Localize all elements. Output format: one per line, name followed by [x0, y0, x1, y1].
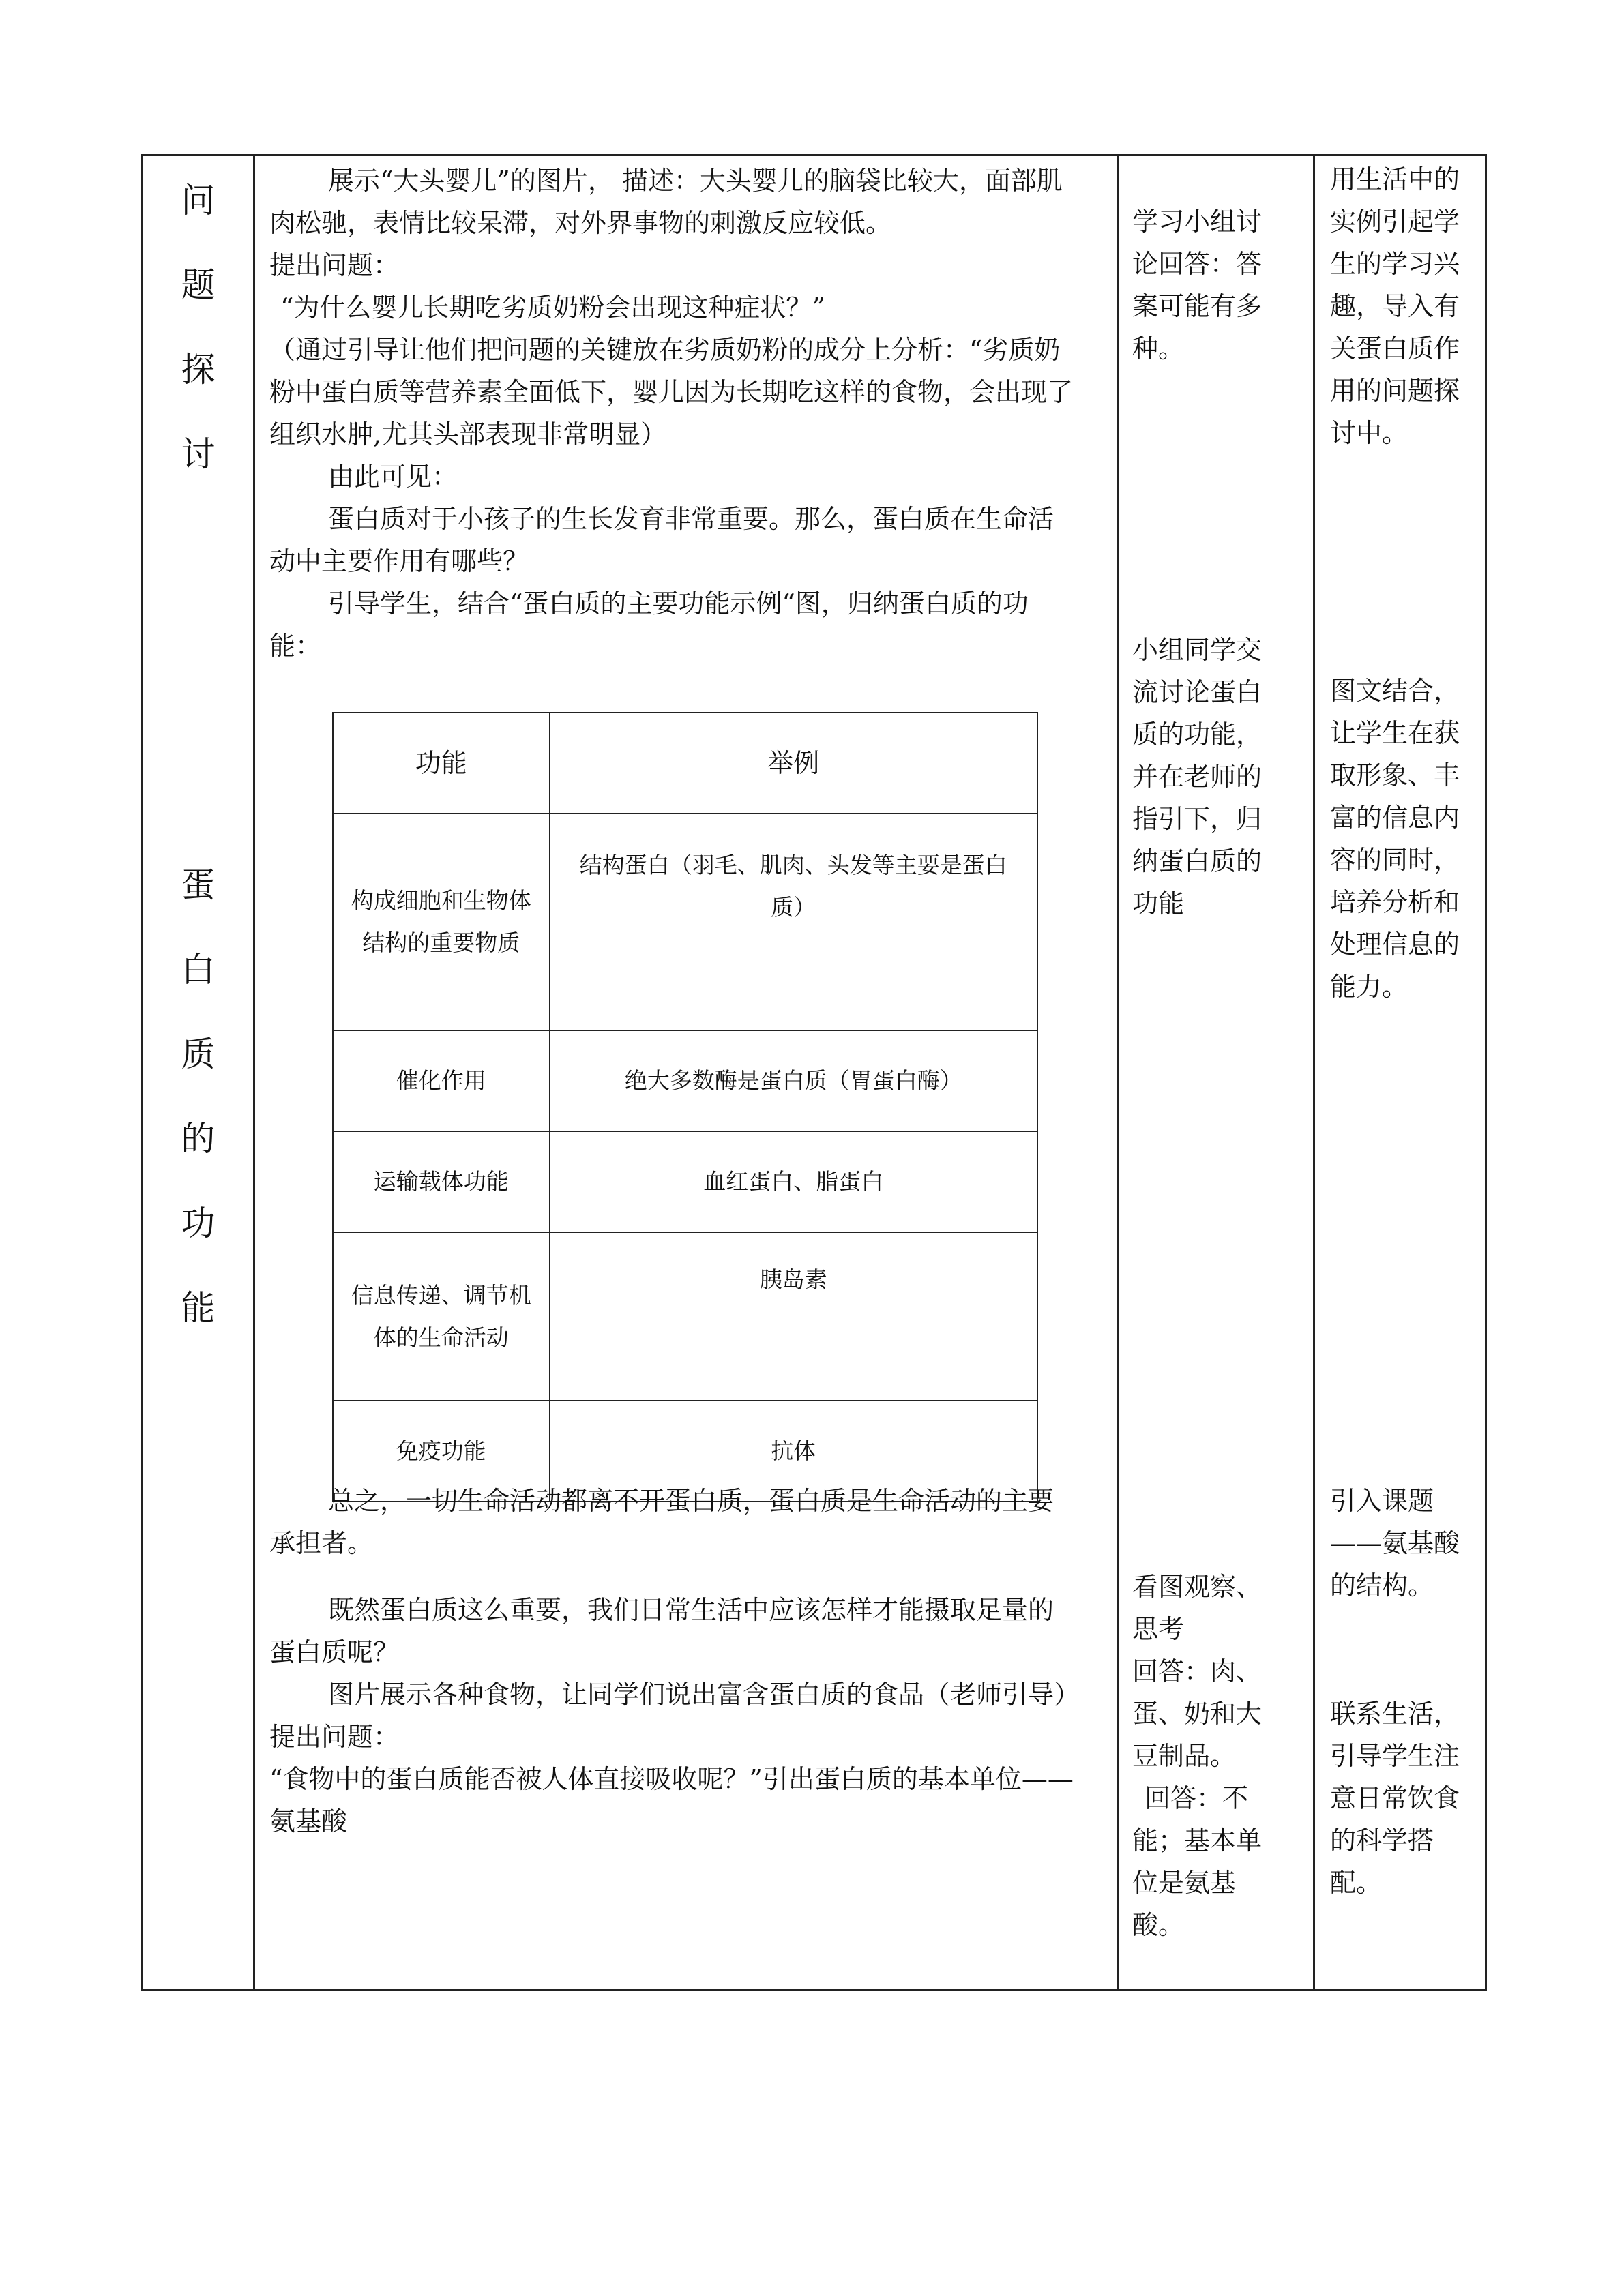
stage-char: 探: [181, 350, 216, 389]
example-cell: 胰岛素: [550, 1232, 1037, 1401]
stage-char: 问: [181, 181, 216, 220]
function-cell: 信息传递、调节机体的生命活动: [333, 1232, 550, 1401]
teacher-activity-lower: [269, 1589, 1080, 1843]
student-activity-1: [1132, 200, 1284, 370]
stage-char: 能: [181, 1288, 216, 1328]
paragraph-intake-question: 既然蛋白质这么重要，我们日常生活中应该怎样才能摄取足量的蛋白质呢？: [269, 1595, 1054, 1667]
paragraph-conclusion-lead: 由此可见：: [328, 462, 458, 492]
student-text: 回答：肉、蛋、奶和大豆制品。: [1132, 1656, 1263, 1771]
design-intent-3: [1330, 1480, 1475, 1607]
student-text: 回答：不能；基本单位是氨基酸。: [1132, 1783, 1263, 1940]
paragraph-question: “为什么婴儿长期吃劣质奶粉会出现这种症状？”: [280, 293, 825, 323]
example-cell: 抗体: [550, 1401, 1037, 1502]
paragraph-food-images: 图片展示各种食物，让同学们说出富含蛋白质的食品（老师引导）: [328, 1680, 1080, 1710]
example-cell: 结构蛋白（羽毛、肌肉、头发等主要是蛋白质）: [550, 814, 1037, 1030]
intent-text: 引入课题——氨基酸的结构。: [1330, 1486, 1460, 1600]
column-divider-2: [1117, 154, 1119, 1991]
protein-function-table: [332, 712, 1038, 1502]
function-cell: 运输载体功能: [333, 1131, 550, 1232]
design-intent-1: [1330, 158, 1475, 454]
student-text: 看图观察、思考: [1132, 1572, 1263, 1644]
stage-char: 白: [181, 950, 216, 989]
column-divider-3: [1313, 154, 1315, 1991]
header-function: 功能: [333, 713, 550, 814]
paragraph-ask-2: 提出问题：: [269, 1722, 400, 1752]
paragraph-analysis: （通过引导让他们把问题的关键放在劣质奶粉的成分上分析：“劣质奶粉中蛋白质等营养素全面低下，婴儿因为长期吃这样的食物，会出现了组织水肿,尤其头部表现非常明显）: [269, 335, 1074, 449]
stage-char: 蛋: [181, 865, 216, 905]
header-example: 举例: [550, 713, 1037, 814]
table-row: [333, 814, 1037, 1030]
design-intent-4: [1330, 1693, 1475, 1904]
example-cell: 绝大多数酶是蛋白质（胃蛋白酶）: [550, 1030, 1037, 1131]
table-header-row: [333, 713, 1037, 814]
stage-problem-discussion: [143, 158, 254, 496]
example-cell: 血红蛋白、脂蛋白: [550, 1131, 1037, 1232]
paragraph-summary: 总之，一切生命活动都离不开蛋白质，蛋白质是生命活动的主要承担者。: [269, 1486, 1054, 1558]
function-cell: 免疫功能: [333, 1401, 550, 1502]
student-activity-3: [1132, 1566, 1284, 1946]
table-row: [333, 1131, 1037, 1232]
function-cell: 构成细胞和生物体结构的重要物质: [333, 814, 550, 1030]
paragraph-intro: 展示“大头婴儿”的图片， 描述：大头婴儿的脑袋比较大，面部肌肉松驰，表情比较呆滞，对外界事物的刺激反应较低。: [269, 166, 1063, 238]
stage-char: 质: [181, 1034, 216, 1074]
stage-char: 功: [181, 1204, 216, 1243]
intent-text: 用生活中的实例引起学生的学习兴趣，导入有关蛋白质作用的问题探讨中。: [1330, 164, 1460, 448]
paragraph-ask: 提出问题：: [269, 250, 400, 280]
table-row: [333, 1030, 1037, 1131]
function-cell: 催化作用: [333, 1030, 550, 1131]
stage-char: 的: [181, 1119, 216, 1159]
stage-protein-function: [143, 843, 254, 1350]
paragraph-guide: 引导学生，结合“蛋白质的主要功能示例“图，归纳蛋白质的功能：: [269, 588, 1029, 661]
stage-char: 题: [181, 265, 216, 305]
teacher-activity-upper: [269, 160, 1074, 667]
student-text: 小组同学交流讨论蛋白质的功能，并在老师的指引下，归纳蛋白质的功能: [1132, 635, 1263, 919]
intent-text: 图文结合，让学生在获取形象、丰富的信息内容的同时，培养分析和处理信息的能力。: [1330, 676, 1460, 1002]
student-text: 学习小组讨论回答：答案可能有多种。: [1132, 207, 1263, 363]
teacher-activity-summary: [269, 1480, 1074, 1564]
student-activity-2: [1132, 629, 1284, 925]
design-intent-2: [1330, 670, 1475, 1008]
intent-text: 联系生活，引导学生注意日常饮食的科学搭配。: [1330, 1699, 1460, 1898]
table-row: [333, 1232, 1037, 1401]
paragraph-amino-acid: “食物中的蛋白质能否被人体直接吸收呢？”引出蛋白质的基本单位——氨基酸: [269, 1764, 1074, 1836]
paragraph-importance: 蛋白质对于小孩子的生长发育非常重要。那么，蛋白质在生命活动中主要作用有哪些？: [269, 504, 1054, 576]
stage-char: 讨: [181, 434, 216, 474]
